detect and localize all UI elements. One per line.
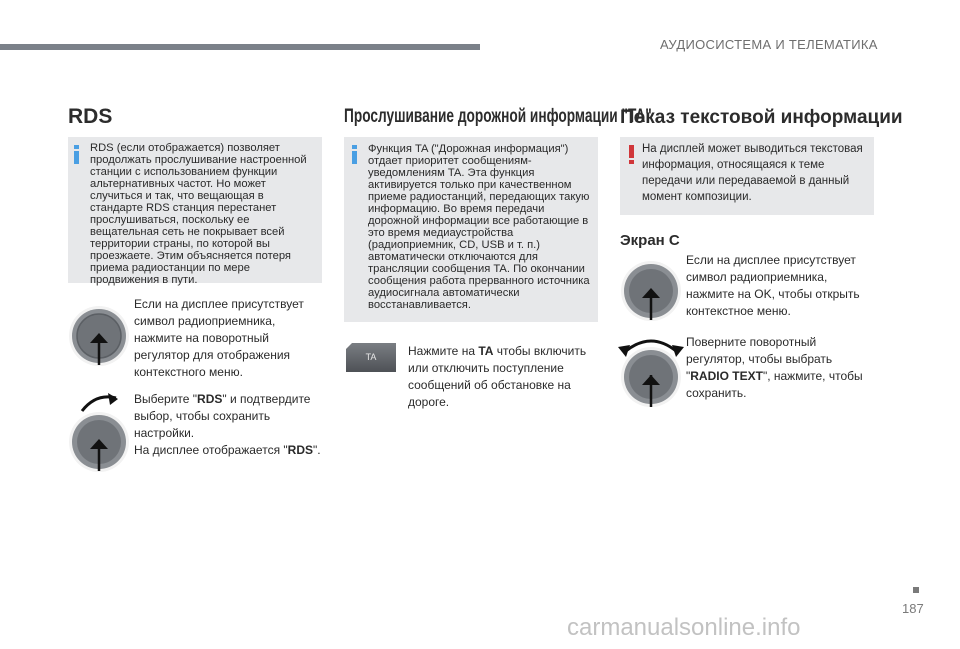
text-info-heading: Показ текстовой информации (620, 107, 903, 128)
rds-step2-line2-pre: На дисплее отображается " (134, 443, 288, 457)
page-marker (913, 587, 919, 593)
traffic-step-text (408, 343, 596, 411)
knob-press-icon (68, 305, 130, 367)
rds-step2-mid: " и подтвердите выбор, чтобы сохранить настройки. (134, 392, 311, 440)
warning-icon (629, 145, 634, 165)
chapter-title: АУДИОСИСТЕМА И ТЕЛЕМАТИКА (660, 37, 878, 52)
screen-c-step2-pre: Поверните поворотный регулятор, чтобы выбрать " (686, 335, 833, 383)
header-rule (0, 44, 480, 50)
page-number: 187 (902, 601, 924, 616)
screen-c-step2-post: ", нажмите, чтобы сохранить. (686, 369, 863, 400)
screen-c-step2-bold: RADIO TEXT (690, 369, 763, 383)
screen-c-heading: Экран C (620, 232, 680, 249)
knob-press-icon (620, 260, 682, 322)
knob-rotate-icon (68, 393, 130, 473)
rds-step2-line2-bold: RDS (287, 443, 313, 457)
rds-info-text: RDS (если отображается) позволяет продолжать прослушивание настроенной станции с использованием функции альтернативных частот. Но может случиться и так, что вещающая в стандарте RDS станция перестанет прослушиваться, поскольку ее вещательная сеть не покрывает всей территории страны, по которой вы проезжаете. Этим объясняется потеря приема радиостанции по мере продвижения в пути. (90, 142, 307, 286)
traffic-heading: Прослушивание дорожной информации "TA" (344, 106, 652, 127)
rds-step2-line2-post: ". (313, 443, 321, 457)
traffic-info-box (344, 137, 598, 322)
rds-heading: RDS (68, 105, 113, 128)
traffic-step-bold: TA (478, 344, 494, 358)
info-icon (352, 145, 357, 164)
traffic-step-pre: Нажмите на (408, 344, 479, 358)
ta-button-label: TA (365, 352, 377, 362)
screen-c-step1-text: Если на дисплее присутствует символ радиоприемника, нажмите на OK, чтобы открыть контекстное меню. (686, 253, 860, 318)
screen-c-step2-text (686, 334, 874, 402)
info-icon (74, 145, 79, 164)
text-info-warning-text: На дисплей может выводиться текстовая информация, относящаяся к теме передачи или передаваемой в данный момент композиции. (642, 143, 863, 203)
watermark: carmanualsonline.info (567, 614, 801, 641)
rds-step2-text (134, 391, 322, 459)
rds-step2-bold: RDS (197, 392, 223, 406)
rds-info-box (68, 137, 322, 286)
rds-step2-pre: Выберите " (134, 392, 198, 406)
rds-step1-text: Если на дисплее присутствует символ радиоприемника, нажмите на поворотный регулятор для отображения контекстного меню. (134, 297, 304, 379)
traffic-step-post: чтобы включить или отключить поступление сообщений об обстановке на дороге. (408, 344, 587, 409)
text-info-warning-box (620, 137, 874, 215)
knob-rotate-icon (614, 333, 688, 409)
traffic-info-text: Функция TA ("Дорожная информация") отдает приоритет сообщениям-уведомлениям TA. Эта функция активируется только при качественном приеме радиостанций, передающих такую информацию. Во время передачи дорожной информации все работающие в это время медиаустройства (радиоприемник, CD, USB и т. п.) автоматически отключаются для трансляции сообщения TA. По окончании сообщения работа прерванного источника аудиосигнала автоматически восстанавливается. (368, 143, 590, 311)
